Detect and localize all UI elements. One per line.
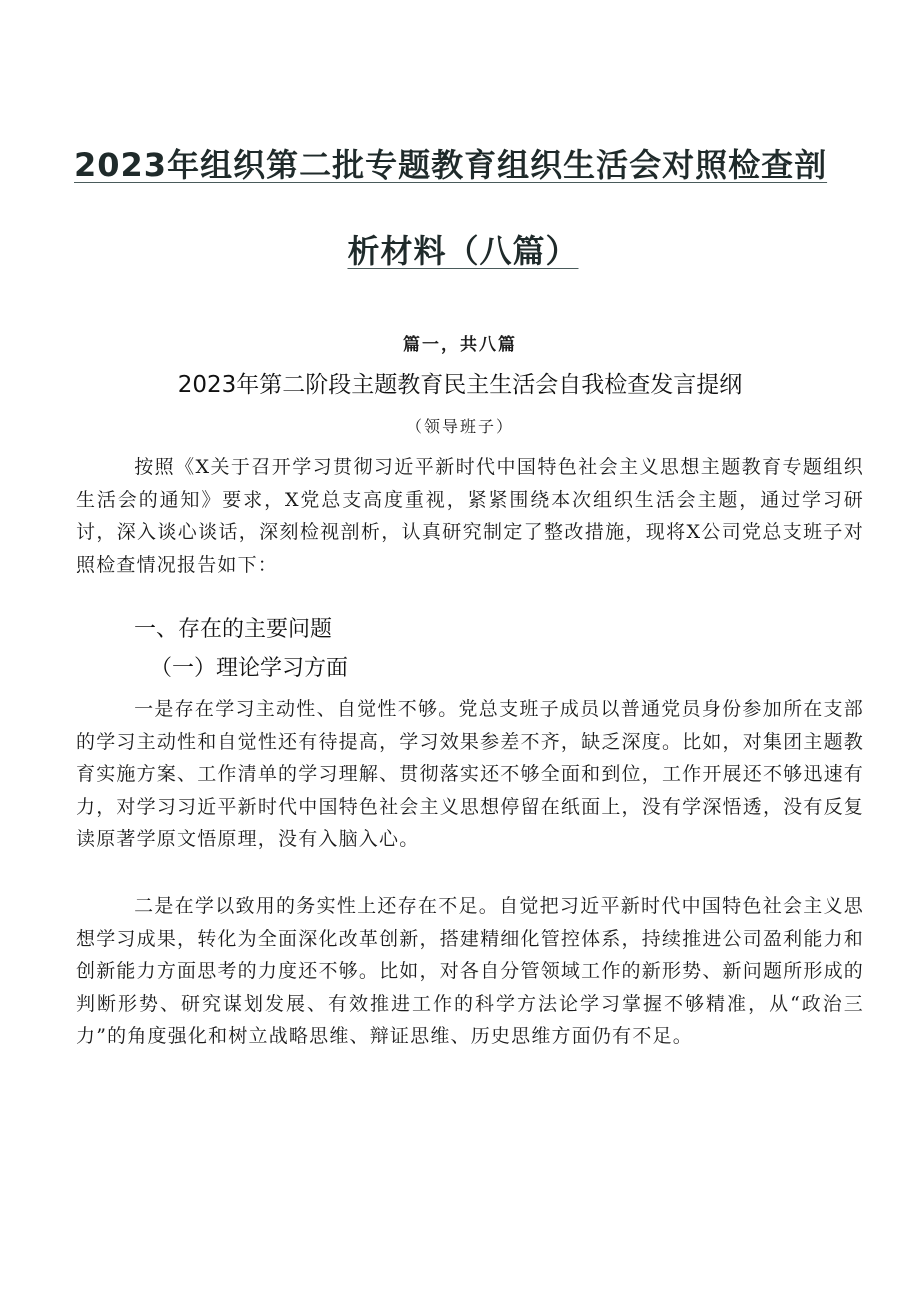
paragraph-2-text: 二是在学以致用的务实性上还存在不足。自觉把习近平新时代中国特色社会主义思想学习成果，转化为全面深化改革创新，搭建精细化管控体系，持续推进公司盈利能力和创新能力方面思考的力度还不够。比如，对各自分管领域工作的新形势、新问题所形成的判断形势、研究谋划发展、有效推进工作的科学方法论学习掌握不够精准，从“政治三力”的角度强化和树立战略思维、辩证思维、历史思维方面仍有不足。	[76, 895, 864, 1047]
paragraph-2	[76, 890, 864, 1053]
intro-paragraph-text: 按照《X关于召开学习贯彻习近平新时代中国特色社会主义思想主题教育专题组织生活会的通知》要求，X党总支高度重视，紧紧围绕本次组织生活会主题，通过学习研讨，深入谈心谈话，深刻检视剖析，认真研究制定了整改措施，现将X公司党总支班子对照检查情况报告如下：	[76, 456, 864, 576]
subsection-heading: （一）理论学习方面	[150, 656, 349, 681]
section-title: 2023年第二阶段主题教育民主生活会自我检查发言提纲	[177, 372, 743, 398]
document-title-line-1	[74, 140, 874, 186]
paragraph-1	[76, 693, 864, 856]
paragraph-1-text: 一是存在学习主动性、自觉性不够。党总支班子成员以普通党员身份参加所在支部的学习主动性和自觉性还有待提高，学习效果参差不齐，缺乏深度。比如，对集团主题教育实施方案、工作清单的学习理解、贯彻落实还不够全面和到位，工作开展还不够迅速有力，对学习习近平新时代中国特色社会主义思想停留在纸面上，没有学深悟透，没有反复读原著学原文悟原理，没有入脑入心。	[76, 698, 864, 850]
title-line-2-text: 析材料（八篇）	[347, 232, 579, 270]
document-title-line-2	[0, 226, 920, 272]
section-heading: 一、存在的主要问题	[134, 617, 333, 642]
section-subtitle-note: （领导班子）	[405, 417, 514, 436]
chapter-label: 篇一，共八篇	[403, 335, 517, 355]
title-line-1-text: 2023年组织第二批专题教育组织生活会对照检查剖	[74, 146, 828, 184]
intro-paragraph	[76, 451, 864, 581]
